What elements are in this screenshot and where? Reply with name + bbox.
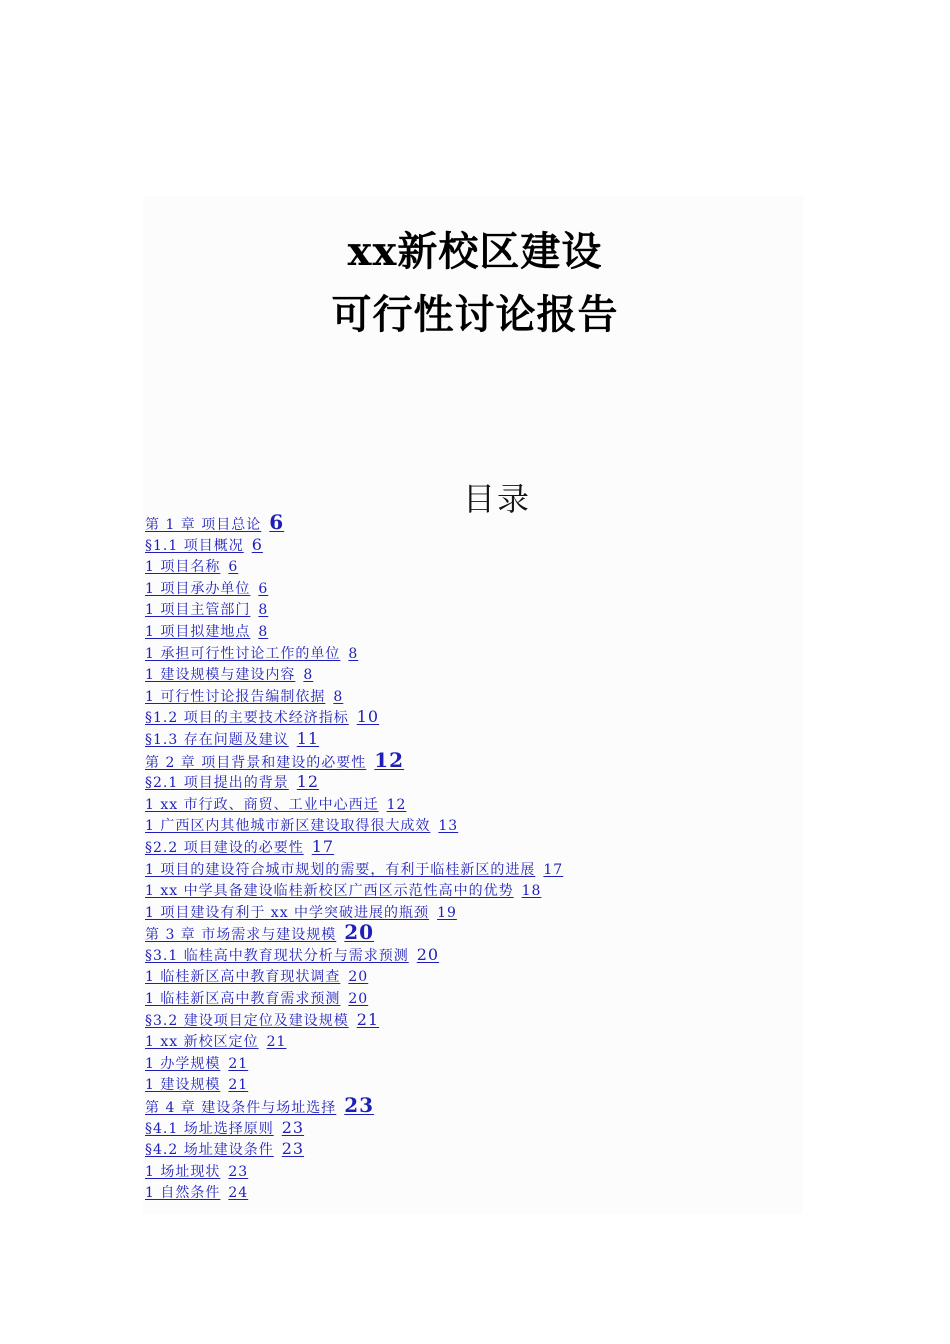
toc-page-number: 8 <box>303 667 314 684</box>
toc-entry-section <box>145 836 563 858</box>
toc-entry-item <box>145 577 563 599</box>
toc-page-number: 8 <box>258 602 269 619</box>
toc-entry-section <box>145 728 563 750</box>
toc-link[interactable] <box>145 883 541 899</box>
toc-entry-item <box>145 1030 563 1052</box>
toc-entry-text: 1 项目的建设符合城市规划的需要，有利于临桂新区的进展 <box>145 861 536 878</box>
toc-link[interactable] <box>145 1009 380 1029</box>
document-title-line1: xx新校区建设 <box>347 228 603 275</box>
toc-entry-text: 第 4 章 建设条件与场址选择 <box>145 1100 337 1117</box>
toc-entry-section <box>145 1009 563 1031</box>
toc-page-number: 18 <box>521 883 542 900</box>
toc-page-number: 6 <box>228 559 239 576</box>
toc-entry-text: 1 项目主管部门 <box>145 602 251 619</box>
toc-link[interactable] <box>145 581 268 597</box>
toc-page-number: 21 <box>228 1055 249 1072</box>
toc-link[interactable] <box>145 1185 248 1201</box>
toc-entry-item <box>145 1160 563 1182</box>
toc-entry-text: 1 xx 中学具备建设临桂新校区广西区示范性高中的优势 <box>145 883 514 900</box>
toc-entry-item <box>145 1073 563 1095</box>
toc-entry-chapter <box>145 922 563 944</box>
toc-entry-section <box>145 944 563 966</box>
toc-link[interactable] <box>145 559 238 575</box>
toc-link[interactable] <box>145 905 457 921</box>
toc-page-number: 12 <box>374 747 405 772</box>
toc-link[interactable] <box>145 991 368 1007</box>
toc-page-number: 6 <box>258 580 269 597</box>
toc-entry-text: §1.2 项目的主要技术经济指标 <box>145 710 349 727</box>
toc-page-number: 12 <box>386 796 407 813</box>
toc-entry-text: §3.1 临桂高中教育现状分析与需求预测 <box>145 947 409 964</box>
toc-page-number: 20 <box>348 969 369 986</box>
toc-entry-chapter <box>145 747 563 772</box>
toc-entry-text: 1 建设规模 <box>145 1077 221 1094</box>
toc-page-number: 20 <box>348 991 369 1008</box>
toc-page-number: 20 <box>344 920 375 945</box>
toc-entry-item <box>145 663 563 685</box>
toc-entry-text: §3.2 建设项目定位及建设规模 <box>145 1012 349 1029</box>
toc-entry-text: 1 项目名称 <box>145 559 221 576</box>
toc-entry-text: 1 自然条件 <box>145 1185 221 1202</box>
toc-entry-text: 1 项目建设有利于 xx 中学突破进展的瓶颈 <box>145 904 430 921</box>
toc-entry-text: 1 xx 市行政、商贸、工业中心西迁 <box>145 796 379 813</box>
table-of-contents <box>145 512 563 1203</box>
toc-link[interactable] <box>145 969 368 985</box>
toc-link[interactable] <box>145 707 380 727</box>
toc-entry-text: §2.2 项目建设的必要性 <box>145 839 304 856</box>
toc-entry-item <box>145 901 563 923</box>
toc-entry-text: §4.2 场址建设条件 <box>145 1142 274 1159</box>
toc-link[interactable] <box>145 797 406 813</box>
toc-page-number: 23 <box>281 1139 305 1159</box>
toc-page-number: 10 <box>356 707 380 727</box>
toc-entry-section <box>145 534 563 556</box>
toc-entry-item <box>145 814 563 836</box>
toc-link[interactable] <box>145 667 313 683</box>
toc-page-number: 19 <box>437 904 457 921</box>
toc-entry-item <box>145 965 563 987</box>
toc-link[interactable] <box>145 1139 305 1159</box>
toc-entry-section <box>145 771 563 793</box>
toc-page-number: 6 <box>269 510 285 534</box>
toc-entry-item <box>145 685 563 707</box>
toc-page-number: 13 <box>438 818 459 835</box>
toc-page-number: 23 <box>281 1117 305 1137</box>
toc-link[interactable] <box>145 836 335 856</box>
toc-page-number: 8 <box>258 623 269 640</box>
toc-page-number: 21 <box>356 1009 380 1029</box>
toc-entry-item <box>145 642 563 664</box>
toc-page-number: 23 <box>228 1163 249 1180</box>
toc-link[interactable] <box>145 1164 248 1180</box>
toc-link[interactable] <box>145 1077 248 1093</box>
toc-link[interactable] <box>145 747 405 772</box>
toc-entry-item <box>145 987 563 1009</box>
toc-entry-text: 1 广西区内其他城市新区建设取得很大成效 <box>145 818 431 835</box>
toc-page-number: 12 <box>296 772 320 792</box>
toc-link[interactable] <box>145 646 358 662</box>
toc-entry-text: 1 场址现状 <box>145 1163 221 1180</box>
toc-link[interactable] <box>145 602 268 618</box>
toc-entry-text: 1 可行性讨论报告编制依据 <box>145 688 326 705</box>
toc-entry-text: §4.1 场址选择原则 <box>145 1120 274 1137</box>
toc-page-number: 6 <box>251 534 263 554</box>
toc-link[interactable] <box>145 510 285 534</box>
toc-page-number: 20 <box>416 944 440 964</box>
toc-entry-item <box>145 793 563 815</box>
toc-entry-item <box>145 1181 563 1203</box>
toc-entry-text: 1 项目承办单位 <box>145 580 251 597</box>
toc-page-number: 8 <box>333 688 344 705</box>
toc-entry-item <box>145 620 563 642</box>
toc-entry-text: §2.1 项目提出的背景 <box>145 775 289 792</box>
toc-entry-text: 第 1 章 项目总论 <box>145 517 262 533</box>
toc-link[interactable] <box>145 1034 286 1050</box>
toc-entry-text: 1 承担可行性讨论工作的单位 <box>145 645 341 662</box>
toc-entry-text: 1 建设规模与建设内容 <box>145 667 296 684</box>
toc-entry-item <box>145 1052 563 1074</box>
toc-entry-text: §1.1 项目概况 <box>145 537 244 554</box>
toc-entry-section <box>145 1138 563 1160</box>
toc-link[interactable] <box>145 534 263 554</box>
toc-link[interactable] <box>145 728 320 748</box>
toc-entry-item <box>145 555 563 577</box>
toc-link[interactable] <box>145 818 458 834</box>
toc-link[interactable] <box>145 772 320 792</box>
toc-link[interactable] <box>145 689 343 705</box>
document-title-line2: 可行性讨论报告 <box>331 291 619 338</box>
toc-entry-text: §1.3 存在问题及建议 <box>145 731 289 748</box>
toc-entry-chapter <box>145 1095 563 1117</box>
toc-entry-text: 1 临桂新区高中教育需求预测 <box>145 991 341 1008</box>
toc-entry-text: 1 项目拟建地点 <box>145 623 251 640</box>
toc-link[interactable] <box>145 944 440 964</box>
toc-entry-text: 第 3 章 市场需求与建设规模 <box>145 927 337 944</box>
toc-page-number: 24 <box>228 1185 249 1202</box>
toc-page-number: 8 <box>348 645 359 662</box>
toc-entry-item <box>145 598 563 620</box>
toc-page-number: 21 <box>228 1077 249 1094</box>
toc-entry-item <box>145 858 563 880</box>
toc-link[interactable] <box>145 1056 248 1072</box>
toc-entry-section <box>145 706 563 728</box>
toc-entry-section <box>145 1117 563 1139</box>
toc-entry-text: 1 临桂新区高中教育现状调查 <box>145 969 341 986</box>
toc-entry-text: 1 办学规模 <box>145 1055 221 1072</box>
toc-page-number: 21 <box>266 1034 287 1051</box>
toc-link[interactable] <box>145 1093 375 1118</box>
toc-link[interactable] <box>145 862 563 878</box>
toc-entry-item <box>145 879 563 901</box>
toc-page-number: 17 <box>543 861 564 878</box>
toc-entry-text: 第 2 章 项目背景和建设的必要性 <box>145 754 367 771</box>
toc-page-number: 23 <box>344 1093 375 1118</box>
toc-link[interactable] <box>145 624 268 640</box>
toc-page-number: 17 <box>311 836 335 856</box>
toc-link[interactable] <box>145 1117 305 1137</box>
toc-entry-text: 1 xx 新校区定位 <box>145 1034 259 1051</box>
toc-page-number: 11 <box>296 728 320 748</box>
toc-link[interactable] <box>145 920 375 945</box>
toc-entry-chapter <box>145 512 563 534</box>
toc-heading: 目录 <box>462 480 531 518</box>
